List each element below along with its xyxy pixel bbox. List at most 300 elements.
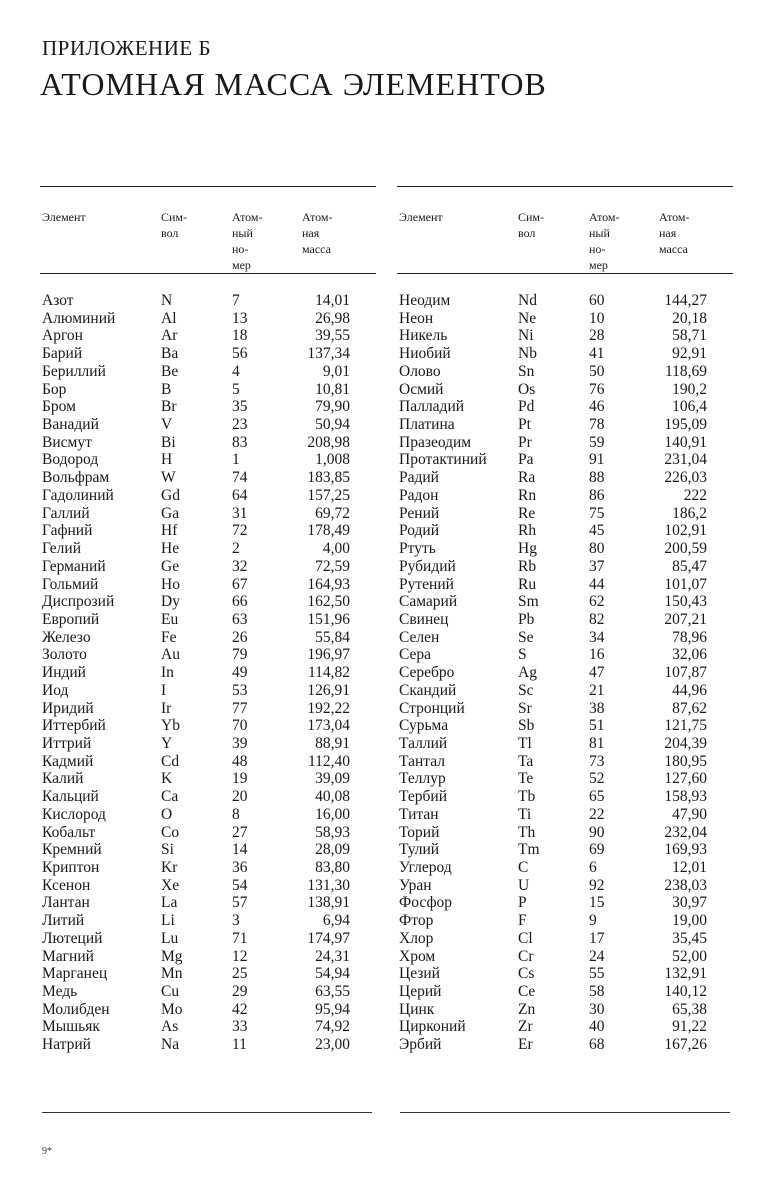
element-symbol: V — [161, 416, 173, 434]
element-symbol: Zr — [518, 1018, 533, 1036]
atomic-number: 58 — [589, 983, 605, 1001]
element-symbol: Al — [161, 309, 177, 327]
table-row — [40, 1036, 376, 1054]
atomic-mass: 58,93 — [315, 823, 350, 841]
table-row — [40, 753, 376, 771]
atomic-number: 3 — [232, 912, 240, 930]
atomic-mass: 190,2 — [672, 380, 707, 398]
atomic-mass: 9,01 — [322, 362, 350, 380]
atomic-number: 80 — [589, 540, 605, 558]
atomic-mass: 107,87 — [664, 664, 707, 682]
atomic-number: 29 — [232, 983, 248, 1001]
element-symbol: O — [161, 805, 173, 823]
table-row — [40, 558, 376, 576]
atomic-mass: 207,21 — [664, 610, 707, 628]
element-symbol: Sb — [518, 717, 535, 735]
element-symbol: Ta — [518, 752, 534, 770]
table-row — [397, 558, 733, 576]
atomic-number: 79 — [232, 646, 248, 664]
element-symbol: Na — [161, 1036, 180, 1054]
element-symbol: N — [161, 292, 173, 309]
table-row — [40, 576, 376, 594]
element-symbol: P — [518, 894, 527, 912]
atomic-mass: 44,96 — [672, 681, 707, 699]
element-rows — [40, 292, 376, 1054]
atomic-mass: 1,008 — [315, 451, 350, 469]
atomic-mass: 178,49 — [307, 522, 350, 540]
atomic-number: 39 — [232, 734, 248, 752]
element-symbol: Ge — [161, 557, 180, 575]
table-row — [40, 912, 376, 930]
atomic-mass: 39,09 — [315, 770, 350, 788]
table-row — [397, 841, 733, 859]
atomic-number: 10 — [589, 309, 605, 327]
atomic-number: 74 — [232, 469, 248, 487]
element-name: Платина — [399, 416, 455, 434]
element-name: Висмут — [42, 433, 92, 451]
element-symbol: H — [161, 451, 173, 469]
atomic-mass: 102,91 — [664, 522, 707, 540]
atomic-number: 14 — [232, 841, 248, 859]
element-name: Селен — [399, 628, 440, 646]
atomic-mass: 137,34 — [307, 345, 350, 363]
atomic-mass: 195,09 — [664, 416, 707, 434]
element-symbol: Tb — [518, 788, 536, 806]
element-symbol: Eu — [161, 610, 179, 628]
table-header-rule — [40, 273, 376, 274]
atomic-mass: 50,94 — [315, 416, 350, 434]
table-row — [397, 363, 733, 381]
table-row — [40, 629, 376, 647]
element-name: Неодим — [399, 292, 451, 309]
atomic-number: 35 — [232, 398, 248, 416]
atomic-mass: 138,91 — [307, 894, 350, 912]
element-symbol: Tm — [518, 841, 540, 859]
atomic-number: 23 — [232, 416, 248, 434]
table-row — [40, 487, 376, 505]
atomic-mass: 92,91 — [672, 345, 707, 363]
atomic-mass: 158,93 — [664, 788, 707, 806]
table-row — [40, 345, 376, 363]
atomic-mass: 167,26 — [664, 1036, 707, 1054]
atomic-number: 57 — [232, 894, 248, 912]
element-name: Ниобий — [399, 345, 451, 363]
atomic-mass: 6,94 — [322, 912, 350, 930]
table-row — [40, 983, 376, 1001]
element-name: Бериллий — [42, 362, 106, 380]
table-row — [397, 434, 733, 452]
element-symbol: Ag — [518, 664, 537, 682]
table-row — [40, 381, 376, 399]
table-row — [40, 682, 376, 700]
atomic-number: 68 — [589, 1036, 605, 1054]
atomic-number: 2 — [232, 540, 240, 558]
atomic-mass: 101,07 — [664, 575, 707, 593]
element-symbol: Tl — [518, 734, 532, 752]
header-symbol: Сим- вол — [161, 210, 188, 240]
element-name: Углерод — [399, 859, 452, 876]
atomic-mass: 69,72 — [315, 504, 350, 522]
table-row — [40, 930, 376, 948]
atomic-mass: 72,59 — [315, 557, 350, 575]
table-row — [397, 611, 733, 629]
table-row — [40, 806, 376, 824]
element-symbol: Pd — [518, 398, 535, 416]
atomic-number: 48 — [232, 752, 248, 770]
atomic-mass: 127,60 — [664, 770, 707, 788]
atomic-mass: 83,80 — [315, 859, 350, 876]
element-symbol: Nb — [518, 345, 537, 363]
element-name: Кремний — [42, 841, 102, 859]
element-name: Протактиний — [399, 451, 487, 469]
element-symbol: W — [161, 469, 176, 487]
atomic-number: 88 — [589, 469, 605, 487]
element-symbol: Hf — [161, 522, 178, 540]
element-symbol: Ar — [161, 327, 178, 345]
table-row — [397, 700, 733, 718]
header-symbol: Сим- вол — [518, 210, 545, 240]
element-name: Сурьма — [399, 717, 449, 735]
table-row — [397, 1036, 733, 1054]
element-name: Гадолиний — [42, 486, 114, 504]
atomic-mass: 112,40 — [307, 752, 350, 770]
atomic-number: 53 — [232, 681, 248, 699]
atomic-mass: 186,2 — [672, 504, 707, 522]
atomic-mass: 162,50 — [307, 593, 350, 611]
atomic-mass: 126,91 — [307, 681, 350, 699]
atomic-number: 72 — [232, 522, 248, 540]
element-name: Иттербий — [42, 717, 106, 735]
element-symbol: Br — [161, 398, 177, 416]
atomic-number: 25 — [232, 965, 248, 983]
table-row — [40, 451, 376, 469]
header-atomic-mass: Атом- ная масса — [302, 210, 333, 256]
atomic-mass: 12,01 — [672, 859, 707, 876]
element-name: Золото — [42, 646, 87, 664]
atomic-number: 15 — [589, 894, 605, 912]
table-bottom-rule-right — [400, 1112, 730, 1113]
atomic-mass: 32,06 — [672, 646, 707, 664]
table-row — [40, 894, 376, 912]
element-name: Европий — [42, 610, 100, 628]
atomic-mass: 131,30 — [307, 876, 350, 894]
element-symbol: Pr — [518, 433, 532, 451]
element-symbol: Er — [518, 1036, 533, 1054]
table-row — [397, 717, 733, 735]
element-name: Таллий — [399, 734, 448, 752]
atomic-number: 63 — [232, 610, 248, 628]
atomic-number: 22 — [589, 805, 605, 823]
atomic-number: 20 — [232, 788, 248, 806]
atomic-mass: 79,90 — [315, 398, 350, 416]
element-name: Молибден — [42, 1000, 110, 1018]
element-name: Церий — [399, 983, 442, 1001]
element-name: Рутений — [399, 575, 454, 593]
atomic-mass: 204,39 — [664, 734, 707, 752]
element-name: Хлор — [399, 929, 434, 947]
element-name: Рубидий — [399, 557, 456, 575]
atomic-number: 42 — [232, 1000, 248, 1018]
element-symbol: In — [161, 664, 174, 682]
table-row — [40, 611, 376, 629]
table-row — [40, 700, 376, 718]
element-name: Алюминий — [42, 309, 116, 327]
element-symbol: He — [161, 540, 180, 558]
element-name: Марганец — [42, 965, 108, 983]
element-name: Ртуть — [399, 540, 436, 558]
atomic-number: 69 — [589, 841, 605, 859]
atomic-mass: 95,94 — [315, 1000, 350, 1018]
atomic-mass: 231,04 — [664, 451, 707, 469]
element-symbol: Th — [518, 823, 536, 841]
table-row — [397, 788, 733, 806]
atomic-number: 81 — [589, 734, 605, 752]
element-symbol: Nd — [518, 292, 537, 309]
atomic-number: 7 — [232, 292, 240, 309]
element-symbol: Cl — [518, 929, 533, 947]
element-name: Иридий — [42, 699, 94, 717]
atomic-number: 18 — [232, 327, 248, 345]
atomic-mass: 35,45 — [672, 929, 707, 947]
atomic-number: 26 — [232, 628, 248, 646]
header-atomic-mass: Атом- ная масса — [659, 210, 690, 256]
element-symbol: Zn — [518, 1000, 536, 1018]
atomic-mass: 26,98 — [315, 309, 350, 327]
atomic-mass: 238,03 — [664, 876, 707, 894]
element-name: Водород — [42, 451, 99, 469]
element-name: Рений — [399, 504, 440, 522]
atomic-number: 44 — [589, 575, 605, 593]
element-name: Бром — [42, 398, 76, 416]
table-row — [40, 735, 376, 753]
table-row — [40, 664, 376, 682]
table-row — [397, 522, 733, 540]
atomic-number: 37 — [589, 557, 605, 575]
atomic-number: 46 — [589, 398, 605, 416]
atomic-mass: 85,47 — [672, 557, 707, 575]
element-name: Олово — [399, 362, 441, 380]
element-name: Железо — [42, 628, 91, 646]
table-row — [40, 593, 376, 611]
atomic-number: 76 — [589, 380, 605, 398]
element-symbol: Sm — [518, 593, 539, 611]
table-row — [40, 398, 376, 416]
element-name: Свинец — [399, 610, 449, 628]
element-symbol: Bi — [161, 433, 176, 451]
element-name: Азот — [42, 292, 74, 309]
table-row — [397, 593, 733, 611]
atomic-number: 67 — [232, 575, 248, 593]
element-symbol: B — [161, 380, 172, 398]
element-name: Скандий — [399, 681, 457, 699]
element-name: Уран — [399, 876, 432, 894]
page-number: 9* — [42, 1146, 52, 1157]
element-symbol: Te — [518, 770, 534, 788]
atomic-mass: 39,55 — [315, 327, 350, 345]
element-symbol: F — [518, 912, 527, 930]
atomic-mass: 52,00 — [672, 947, 707, 965]
element-symbol: Au — [161, 646, 180, 664]
table-row — [397, 664, 733, 682]
table-row — [397, 310, 733, 328]
atomic-mass: 144,27 — [664, 292, 707, 309]
table-row — [397, 894, 733, 912]
table-row — [397, 505, 733, 523]
element-symbol: Ru — [518, 575, 537, 593]
atomic-mass: 20,18 — [672, 309, 707, 327]
element-name: Кальций — [42, 788, 99, 806]
atomic-number: 82 — [589, 610, 605, 628]
atomic-number: 6 — [589, 859, 597, 876]
element-symbol: Ca — [161, 788, 179, 806]
element-symbol: Se — [518, 628, 534, 646]
atomic-mass: 30,97 — [672, 894, 707, 912]
atomic-mass: 91,22 — [672, 1018, 707, 1036]
table-row — [397, 824, 733, 842]
table-row — [40, 965, 376, 983]
element-symbol: Sc — [518, 681, 534, 699]
atomic-number: 33 — [232, 1018, 248, 1036]
table-row — [397, 877, 733, 895]
atomic-mass: 150,43 — [664, 593, 707, 611]
element-symbol: Rn — [518, 486, 537, 504]
atomic-mass: 151,96 — [307, 610, 350, 628]
atomic-mass: 40,08 — [315, 788, 350, 806]
element-name: Гольмий — [42, 575, 99, 593]
element-name: Гафний — [42, 522, 93, 540]
element-name: Иод — [42, 681, 69, 699]
element-name: Лютеций — [42, 929, 103, 947]
atomic-mass: 16,00 — [315, 805, 350, 823]
table-row — [397, 753, 733, 771]
element-symbol: Hg — [518, 540, 537, 558]
atomic-mass: 164,93 — [307, 575, 350, 593]
atomic-mass: 180,95 — [664, 752, 707, 770]
table-row — [40, 788, 376, 806]
element-name: Германий — [42, 557, 106, 575]
atomic-mass: 118,69 — [664, 362, 707, 380]
element-symbol: Ho — [161, 575, 180, 593]
atomic-number: 92 — [589, 876, 605, 894]
atomic-number: 70 — [232, 717, 248, 735]
table-row — [397, 629, 733, 647]
table-row — [397, 770, 733, 788]
table-row — [397, 735, 733, 753]
atomic-mass: 88,91 — [315, 734, 350, 752]
page-title: АТОМНАЯ МАССА ЭЛЕМЕНТОВ — [40, 66, 547, 102]
element-symbol: Dy — [161, 593, 180, 611]
element-name: Лантан — [42, 894, 90, 912]
element-symbol: Re — [518, 504, 536, 522]
atomic-number: 86 — [589, 486, 605, 504]
atomic-mass: 10,81 — [315, 380, 350, 398]
element-name: Бор — [42, 380, 67, 398]
atomic-mass: 208,98 — [307, 433, 350, 451]
element-name: Кадмий — [42, 752, 94, 770]
element-name: Криптон — [42, 859, 100, 876]
element-name: Галлий — [42, 504, 90, 522]
atomic-number: 51 — [589, 717, 605, 735]
atomic-number: 90 — [589, 823, 605, 841]
element-symbol: Rh — [518, 522, 537, 540]
table-bottom-rule-left — [42, 1112, 372, 1113]
element-symbol: Ir — [161, 699, 172, 717]
atomic-mass: 200,59 — [664, 540, 707, 558]
table-row — [397, 983, 733, 1001]
element-name: Диспрозий — [42, 593, 115, 611]
table-header — [397, 187, 733, 272]
element-symbol: K — [161, 770, 173, 788]
atomic-mass: 74,92 — [315, 1018, 350, 1036]
table-row — [397, 327, 733, 345]
atomic-number: 12 — [232, 947, 248, 965]
element-name: Барий — [42, 345, 83, 363]
element-name: Ксенон — [42, 876, 91, 894]
table-row — [397, 451, 733, 469]
element-symbol: Be — [161, 362, 179, 380]
table-row — [40, 522, 376, 540]
table-row — [397, 930, 733, 948]
atomic-number: 50 — [589, 362, 605, 380]
element-name: Титан — [399, 805, 439, 823]
atomic-number: 55 — [589, 965, 605, 983]
atomic-mass: 28,09 — [315, 841, 350, 859]
element-symbol: S — [518, 646, 527, 664]
atomic-number: 45 — [589, 522, 605, 540]
atomic-number: 8 — [232, 805, 240, 823]
element-symbol: I — [161, 681, 167, 699]
atomic-number: 66 — [232, 593, 248, 611]
element-name: Торий — [399, 823, 440, 841]
element-name: Сера — [399, 646, 432, 664]
table-row — [40, 1018, 376, 1036]
atomic-mass: 87,62 — [672, 699, 707, 717]
atomic-number: 78 — [589, 416, 605, 434]
element-name: Хром — [399, 947, 436, 965]
table-row — [397, 469, 733, 487]
element-name: Мышьяк — [42, 1018, 100, 1036]
atomic-number: 16 — [589, 646, 605, 664]
atomic-number: 49 — [232, 664, 248, 682]
atomic-number: 40 — [589, 1018, 605, 1036]
atomic-number: 9 — [589, 912, 597, 930]
element-name: Цирконий — [399, 1018, 466, 1036]
element-name: Палладий — [399, 398, 465, 416]
element-symbol: Li — [161, 912, 175, 930]
atomic-number: 1 — [232, 451, 240, 469]
atomic-number: 5 — [232, 380, 240, 398]
element-name: Тантал — [399, 752, 445, 770]
atomic-mass: 232,04 — [664, 823, 707, 841]
element-symbol: Mg — [161, 947, 183, 965]
element-name: Вольфрам — [42, 469, 110, 487]
atomic-number: 64 — [232, 486, 248, 504]
element-symbol: Mo — [161, 1000, 183, 1018]
table-row — [397, 1018, 733, 1036]
element-name: Кислород — [42, 805, 106, 823]
table-row — [40, 327, 376, 345]
table-row — [397, 381, 733, 399]
atomic-number: 54 — [232, 876, 248, 894]
element-name: Никель — [399, 327, 448, 345]
table-row — [397, 948, 733, 966]
table-row — [397, 859, 733, 877]
element-name: Самарий — [399, 593, 458, 611]
table-row — [40, 292, 376, 310]
element-symbol: Ba — [161, 345, 179, 363]
table-row — [397, 806, 733, 824]
table-row — [397, 965, 733, 983]
